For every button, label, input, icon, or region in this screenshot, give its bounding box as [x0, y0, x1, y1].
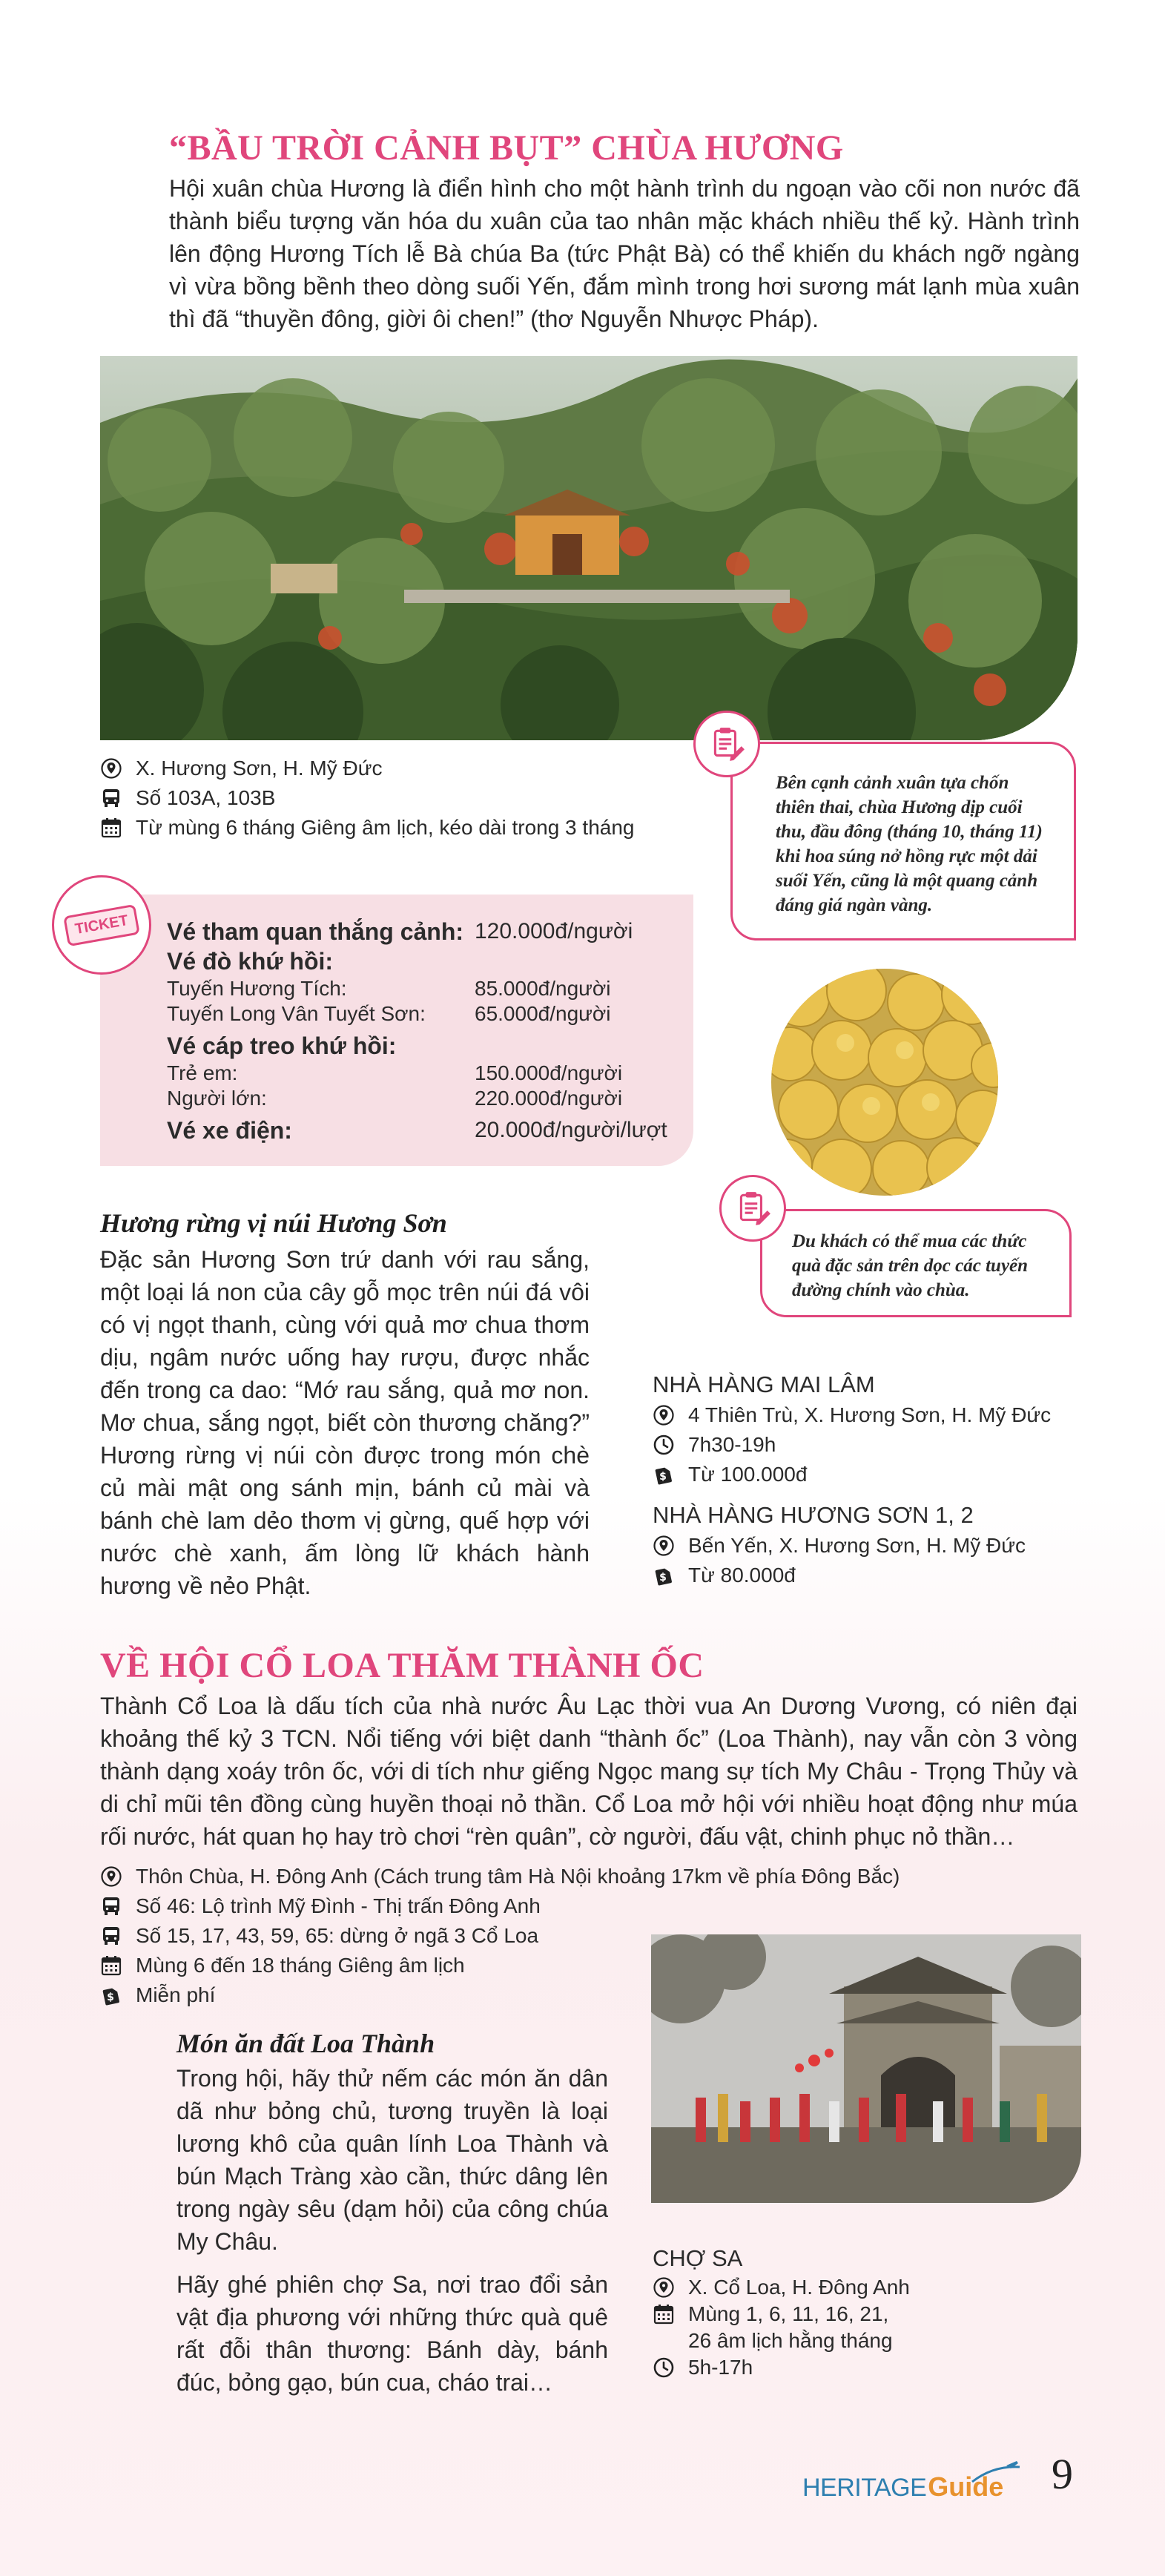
note-pencil-icon	[693, 711, 760, 777]
ticket-row: Trẻ em: 150.000đ/người	[167, 1061, 623, 1084]
calendar-icon	[100, 817, 122, 839]
food-text: Trong hội, hãy thử nếm các món ăn dân dã như bỏng chủ, tương truyền là loại lương khô của quân lính Loa Thành và bún Mạch Tràng xào cần, thức dâng lên trong ngày sêu (dạm hỏi) của công chúa My Châu.	[176, 2065, 608, 2255]
info-dates: Từ mùng 6 tháng Giêng âm lịch, kéo dài trong 3 tháng	[100, 813, 693, 843]
calendar-icon	[100, 1954, 122, 1977]
price-tag-icon	[653, 1463, 675, 1486]
market-name: CHỢ SA	[653, 2245, 743, 2271]
calendar-icon	[653, 2303, 675, 2325]
section-intro: Hội xuân chùa Hương là điển hình cho một hành trình du ngoạn vào cõi non nước đã thành biểu tượng văn hóa du xuân của tao nhân mặc khách nhiều thế kỷ. Hành trình lên động Hương Tích lễ Bà chúa Ba (tức Phật Bà) có thể khiến du khách ngỡ ngàng vì vừa bồng bềnh theo dòng suối Yến, đắm mình trong hơi sương mát lạnh mùa xuân thì đã “thuyền đông, giời ôi chen!” (thơ Nguyễn Nhược Pháp).	[169, 175, 1080, 332]
clock-icon	[653, 1434, 675, 1456]
ticket-row: Người lớn: 220.000đ/người	[167, 1087, 623, 1110]
restaurant-name: NHÀ HÀNG HƯƠNG SƠN 1, 2	[653, 1502, 974, 1528]
section-title: VỀ HỘI CỔ LOA THĂM THÀNH ỐC	[100, 1646, 704, 1685]
note-pencil-icon	[719, 1175, 786, 1242]
food-title: Món ăn đất Loa Thành	[176, 2029, 435, 2058]
section-intro: Thành Cổ Loa là dấu tích của nhà nước Âu Lạc thời vua An Dương Vương, có niên đại khoảng thế kỷ 3 TCN. Nổi tiếng với biệt danh “thành ốc” (Loa Thành), nay vẫn còn 3 vòng thành dạng xoáy trôn ốc, với di tích như giếng Ngọc mang sự tích My Châu - Trọng Thủy và di chỉ mũi tên đồng cùng huyền thoại nỏ thần. Cổ Loa mở hội với nhiều hoạt động như múa rối nước, hát quan họ hay trò chơi “rèn quân”, cờ người, đấu vật, chinh phục nỏ thần…	[100, 1693, 1077, 1850]
huong-pagoda-photo	[100, 356, 1077, 740]
bus-icon	[100, 1925, 122, 1947]
apricot-photo	[771, 969, 998, 1196]
clock-icon	[653, 2356, 675, 2379]
location-pin-icon	[100, 757, 122, 780]
food-text: Hãy ghé phiên chợ Sa, nơi trao đổi sản vật địa phương với những thức quà quê rất đỗi thân thương: Bánh dày, bánh đúc, bỏng gạo, bún cua, cháo trai…	[176, 2271, 608, 2396]
heritage-guide-logo: HERITAGE Guide	[802, 2460, 1023, 2503]
bus-icon	[100, 787, 122, 809]
food-text: Đặc sản Hương Sơn trứ danh với rau sắng, một loại lá non của cây gỗ mọc trên núi đá vôi có vị ngọt thanh, cùng với quả mơ chua thơm dịu, ngâm nước uống hay rượu, được nhắc đến trong ca dao: “Mớ rau sắng, quả mơ non. Mơ chua, sắng ngọt, biết còn thương chăng?” Hương rừng vị núi còn được trong món chè củ mài mật ong sánh mịn, bánh củ mài và bánh chè lam dẻo thơm vị gừng, quế hợp với nước chè xanh, ấm lòng lữ khách hành hương về nẻo Phật.	[100, 1246, 590, 1599]
location-pin-icon	[100, 1865, 122, 1888]
location-pin-icon	[653, 1404, 675, 1426]
ticket-row: Tuyến Hương Tích: 85.000đ/người	[167, 977, 611, 1000]
info-address: X. Hương Sơn, H. Mỹ Đức	[100, 754, 693, 783]
ticket-icon: TICKET	[52, 875, 151, 975]
price-tag-icon	[100, 1984, 122, 2006]
co-loa-festival-photo	[651, 1934, 1081, 2203]
plane-swoosh-icon	[971, 2460, 1023, 2489]
market-info: CHỢ SA X. Cổ Loa, H. Đông Anh Mùng 1, 6, 11, 16, 21, 26 âm lịch hằng tháng 5h-17h	[653, 2243, 1068, 2381]
restaurant-list: NHÀ HÀNG MAI LÂM 4 Thiên Trù, X. Hương Sơn, H. Mỹ Đức 7h30-19h Từ 100.000đ NHÀ HÀNG HƯƠNG SƠN 1, 2 Bến Yến, X. Hương Sơn, H. Mỹ Đức Từ 80.000đ	[653, 1369, 1098, 1590]
food-title: Hương rừng vị núi Hương Sơn	[100, 1208, 447, 1238]
ticket-row: Tuyến Long Vân Tuyết Sơn: 65.000đ/người	[167, 1002, 611, 1025]
price-tag-icon	[653, 1564, 675, 1587]
tip-note-gifts: Du khách có thể mua các thức quà đặc sản trên dọc các tuyến đường chính vào chùa.	[760, 1209, 1072, 1317]
info-bus: Số 103A, 103B	[100, 783, 693, 813]
location-pin-icon	[653, 2276, 675, 2299]
bus-icon	[100, 1895, 122, 1917]
tip-note-autumn: Bên cạnh cảnh xuân tựa chốn thiên thai, chùa Hương dịp cuối thu, đầu đông (tháng 10, tháng 11) khi hoa súng nở hồng rực một dải suối Yến, cũng là một quang cảnh đáng giá ngàn vàng.	[730, 742, 1076, 941]
location-pin-icon	[653, 1535, 675, 1557]
section-title: “BẦU TRỜI CẢNH BỤT” CHÙA HƯƠNG	[169, 128, 844, 168]
restaurant-name: NHÀ HÀNG MAI LÂM	[653, 1371, 875, 1397]
ticket-price-panel: Vé tham quan thắng cảnh: 120.000đ/người Vé đò khứ hồi: Tuyến Hương Tích: 85.000đ/người Tuyến Long Vân Tuyết Sơn: 65.000đ/người Vé cáp treo khứ hồi: Trẻ em: 150.000đ/người Người lớn: 220.000đ/người Vé xe điện: 20.000đ/người/lượt	[100, 895, 693, 1166]
section2-info-list: Thôn Chùa, H. Đông Anh (Cách trung tâm Hà Nội khoảng 17km về phía Đông Bắc) Số 46: Lộ trình Mỹ Đình - Thị trấn Đông Anh Số 15, 17, 43, 59, 65: dừng ở ngã 3 Cổ Loa Mùng 6 đến 18 tháng Giêng âm lịch Miễn phí	[100, 1862, 1086, 2010]
page-number: 9	[1052, 2450, 1073, 2498]
section1-info-list	[100, 754, 693, 843]
